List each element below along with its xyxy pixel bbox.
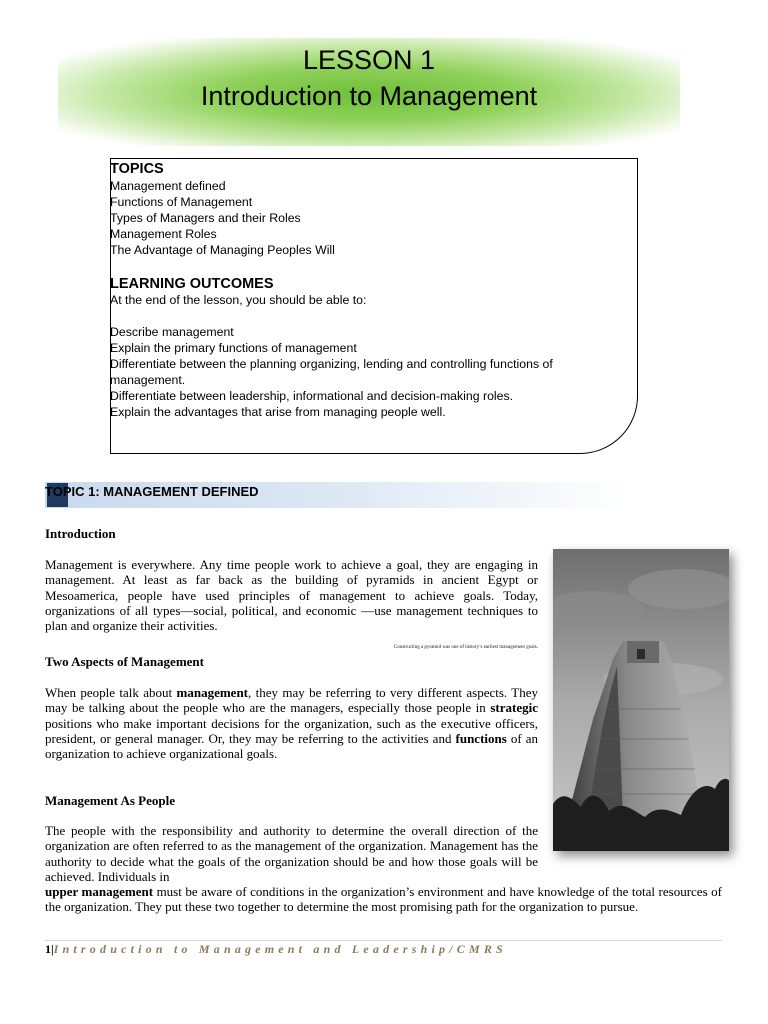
outcomes-intro: At the end of the lesson, you should be able to: (110, 293, 367, 307)
page-number: 1 (45, 942, 51, 956)
outcome-item: Describe management (110, 325, 234, 339)
page-footer (45, 941, 507, 957)
aspects-heading: Two Aspects of Management (45, 654, 204, 669)
topic-item: Types of Managers and their Roles (110, 211, 301, 225)
outcome-item: Explain the primary functions of management (110, 341, 357, 355)
topic-item: Management Roles (110, 227, 217, 241)
outcome-item: Explain the advantages that arise from managing people well. (110, 405, 446, 419)
outcomes-heading: LEARNING OUTCOMES (110, 276, 274, 292)
people-paragraph-continued: upper management must be aware of conditions in the organization’s environment and have knowledge of the total resources of the organization. They put these two together to determine the most promising path for the organization to pursue. (45, 884, 723, 915)
topic-item: Management defined (110, 179, 226, 193)
outcome-item: Differentiate between leadership, informational and decision-making roles. (110, 389, 514, 403)
aspects-paragraph: When people talk about management, they may be referring to very different aspects. They may be talking about the people who are the managers, especially those people in strategic positions who make important decisions for the organization, such as the executive officers, president, or general manager. Or, they may be referring to the activities and functions of an organization to achieve organizational goals. (45, 685, 539, 762)
footer-separator: | (51, 942, 54, 956)
lesson-title: Introduction to Management (200, 81, 538, 111)
topic-item: Functions of Management (110, 195, 253, 209)
photo-caption: Constructing a pyramid was one of history’s earliest management goals. (393, 645, 538, 650)
topic-item: The Advantage of Managing Peoples Will (110, 243, 335, 257)
pyramid-photo (553, 549, 729, 851)
running-title: Introduction to Management and Leadership/CMRS (53, 942, 507, 956)
topic-bar-label: TOPIC 1: MANAGEMENT DEFINED (45, 484, 259, 499)
people-heading: Management As People (45, 793, 175, 808)
intro-paragraph: Management is everywhere. Any time people work to achieve a goal, they are engaging in management. At least as far back as the building of pyramids in ancient Egypt or Mesoamerica, people have used principles of management to achieve goals. Today, organizations of all types—social, political, and economic —use management techniques to plan and organize their activities. (45, 557, 538, 634)
topics-heading: TOPICS (110, 161, 164, 177)
lesson-number: LESSON 1 (302, 45, 436, 75)
intro-heading: Introduction (45, 526, 116, 541)
outcome-item: Differentiate between the planning organizing, lending and controlling functions of management. (110, 357, 553, 387)
people-paragraph: The people with the responsibility and authority to determine the overall direction of the organization are often referred to as the management of the organization. Management has the authority to decide what the goals of the organization should be and how those goals will be achieved. Individuals in (45, 823, 538, 884)
